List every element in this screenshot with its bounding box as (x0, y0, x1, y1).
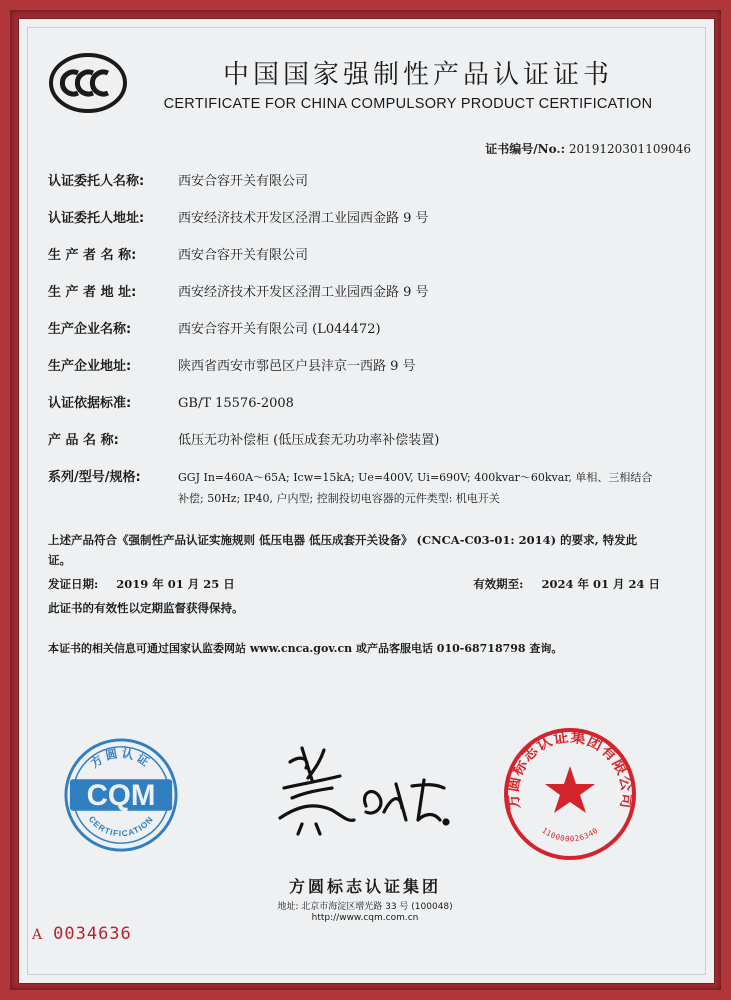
field-label: 生产企业地址: (48, 359, 132, 374)
field-value: 西安经济技术开发区泾渭工业园西金路 9 号 (178, 211, 429, 226)
field-model-spec (48, 466, 658, 510)
serial-number (32, 924, 132, 944)
expiry-date-label: 有效期至: (473, 577, 524, 591)
field-label: 生 产 者 地 址: (48, 285, 137, 300)
svg-text:110000026340 (540, 826, 600, 844)
expiry-date (473, 576, 660, 592)
issuer-website: http://www.cqm.com.cn (311, 913, 419, 923)
certificate-number-label: 证书编号/No.: (485, 142, 566, 156)
validity-note: 此证书的有效性以定期监督获得保持。 (48, 601, 244, 615)
field-label: 认证委托人地址: (48, 211, 145, 226)
field-applicant-name (48, 170, 658, 207)
contact-note: 本证书的相关信息可通过国家认监委网站 www.cnca.gov.cn 或产品客服电话 010-68718798 查询。 (48, 642, 563, 655)
field-factory-name (48, 318, 658, 355)
field-label: 生产企业名称: (48, 322, 132, 337)
certificate-number (485, 140, 691, 157)
field-label: 认证委托人名称: (48, 174, 145, 189)
field-value: 西安合容开关有限公司 (L044472) (178, 322, 381, 337)
cqm-seal-bottom: CERTIFICATION (86, 814, 156, 839)
red-seal-ring-text: 方圆标志认证集团有限公司 (503, 727, 637, 811)
issue-date-value: 2019 年 01 月 25 日 (116, 577, 235, 591)
field-standard (48, 392, 658, 429)
certificate-number-value: 2019120301109046 (568, 142, 691, 156)
field-label: 认证依据标准: (48, 396, 132, 411)
field-value: 陕西省西安市鄠邑区户县沣京一西路 9 号 (178, 359, 416, 374)
ccc-logo-icon (48, 52, 128, 114)
title-english: CERTIFICATE FOR CHINA COMPULSORY PRODUCT CERTIFICATION (163, 96, 653, 112)
serial-value: 0034636 (53, 924, 132, 944)
certificate-fields (48, 170, 658, 510)
svg-text:方圆认证 (88, 746, 154, 770)
serial-prefix: A (32, 927, 44, 943)
field-value: 西安合容开关有限公司 (178, 248, 309, 263)
field-value: GB/T 15576-2008 (178, 396, 294, 411)
field-value: GGJ In=460A～65A; Icw=15kA; Ue=400V, Ui=690V; 400kvar～60kvar, 单相、三相结合补偿; 50Hz; IP40, 户内型; 控制投切电容器的元件类型: 机电开关 (178, 471, 653, 506)
title-chinese: 中国国家强制性产品认证证书 (222, 60, 613, 90)
issuer-address: 地址: 北京市海淀区增光路 33 号 (100048) (277, 902, 453, 912)
conformity-statement: 上述产品符合《强制性产品认证实施规则 低压电器 低压成套开关设备》 (CNCA-C03-01: 2014) 的要求, 特发此证。 (48, 533, 638, 568)
company-red-seal-icon (500, 724, 640, 864)
field-value: 西安经济技术开发区泾渭工业园西金路 9 号 (178, 285, 429, 300)
field-label: 生 产 者 名 称: (48, 248, 137, 263)
issuer-name: 方圆标志认证集团 (288, 877, 441, 896)
field-product-name (48, 429, 658, 466)
field-value: 西安合容开关有限公司 (178, 174, 309, 189)
field-label: 系列/型号/规格: (48, 470, 141, 485)
cqm-seal-center: CQM (86, 778, 156, 812)
field-manufacturer-address (48, 281, 658, 318)
svg-text:CERTIFICATION (87, 814, 156, 838)
field-applicant-address (48, 207, 658, 244)
cqm-certification-seal-icon (62, 736, 180, 854)
field-manufacturer-name (48, 244, 658, 281)
field-label: 产 品 名 称: (48, 433, 119, 448)
issue-date (48, 576, 235, 592)
field-factory-address (48, 355, 658, 392)
cqm-seal-top: 方圆认证 (87, 746, 155, 771)
issue-date-label: 发证日期: (48, 577, 99, 591)
signature (262, 740, 462, 840)
expiry-date-value: 2024 年 01 月 24 日 (541, 577, 660, 591)
field-value: 低压无功补偿柜 (低压成套无功功率补偿装置) (178, 433, 440, 448)
red-seal-number: 110000026340 (540, 825, 600, 844)
